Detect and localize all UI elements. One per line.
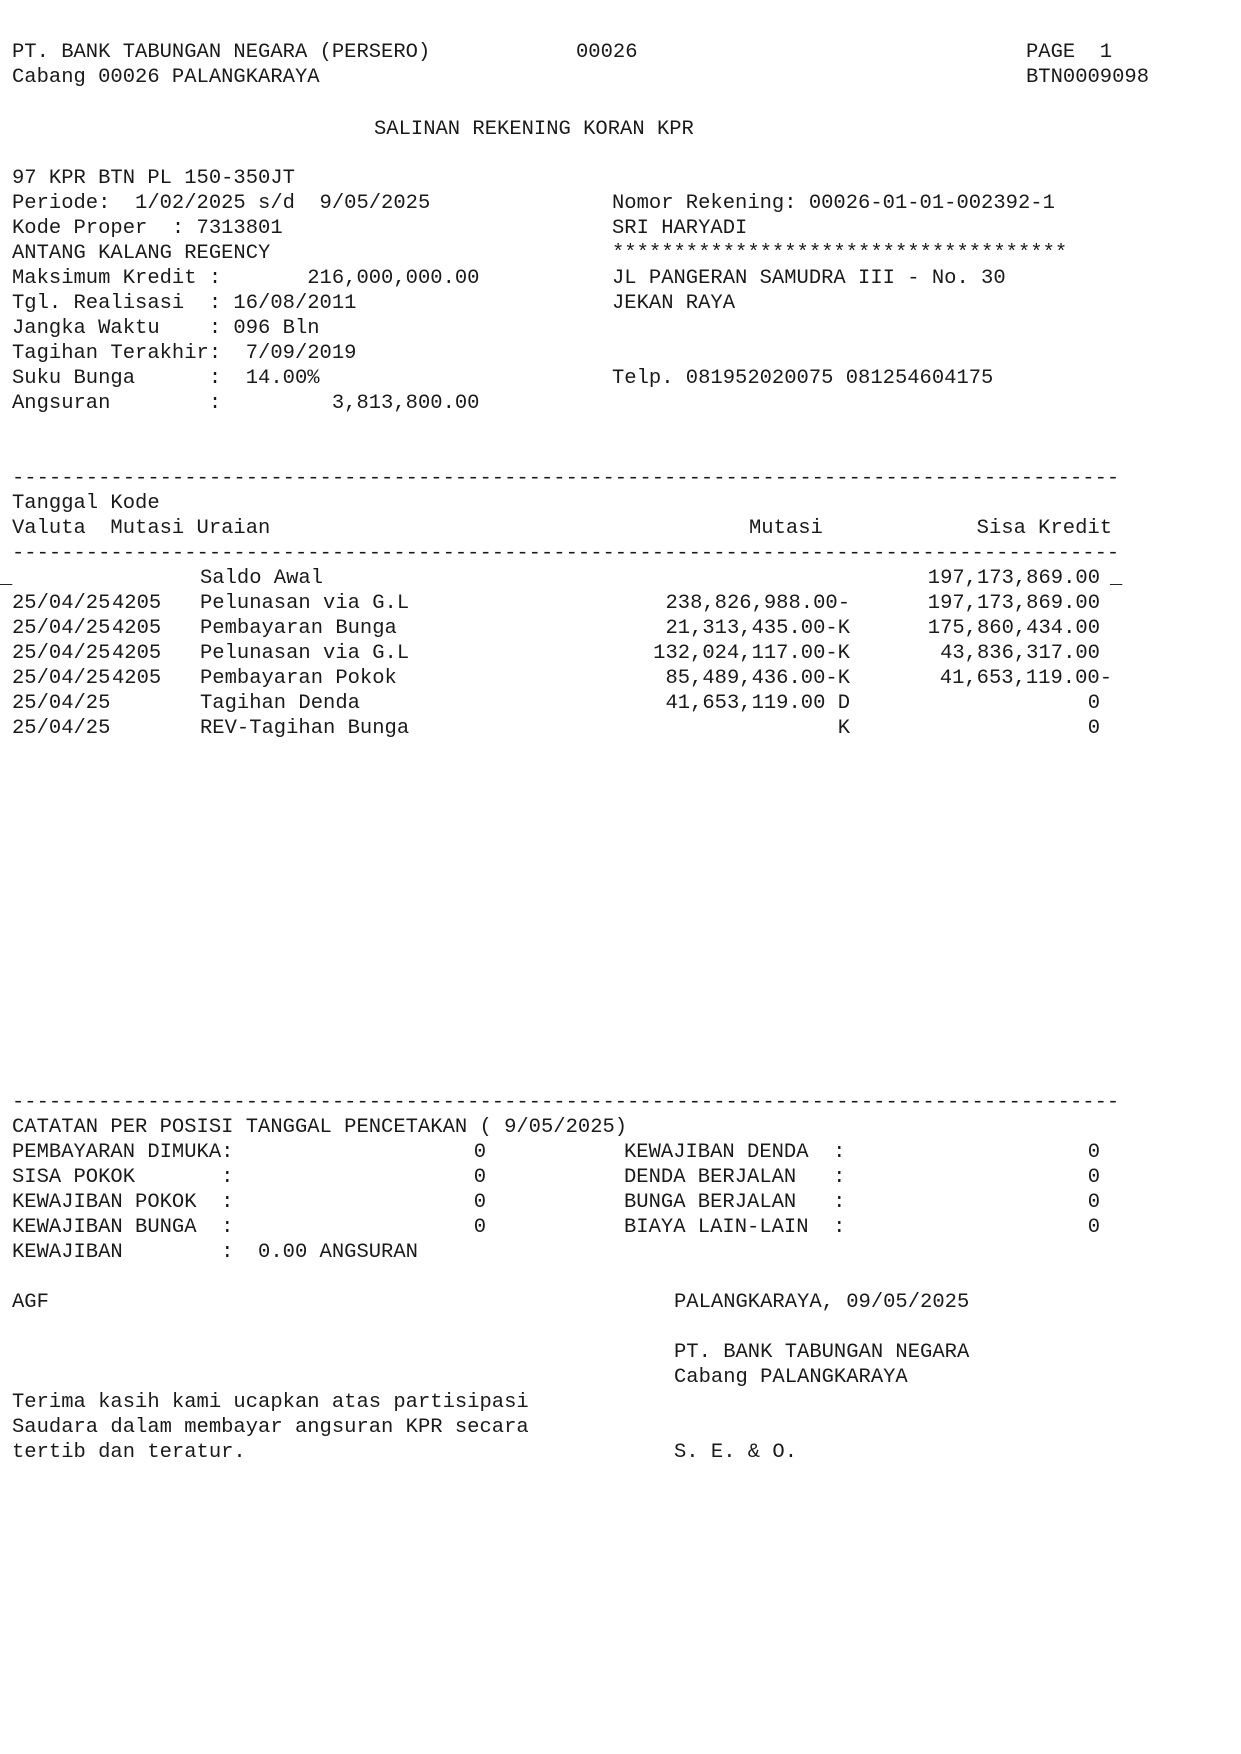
maks-kredit-line: Maksimum Kredit : 216,000,000.00 bbox=[12, 267, 480, 290]
note-label: SISA POKOK : bbox=[12, 1166, 234, 1189]
table-row bbox=[0, 716, 1241, 741]
project-line: ANTANG KALANG REGENCY bbox=[12, 242, 271, 265]
notes-heading: CATATAN PER POSISI TANGGAL PENCETAKAN ( 9/05/2025) bbox=[12, 1116, 628, 1139]
row-tanggal: 25/04/25 bbox=[12, 692, 111, 715]
branch-line: Cabang 00026 PALANGKARAYA bbox=[12, 66, 320, 89]
row-sisa: 0 bbox=[1087, 692, 1100, 715]
note-value: 0 bbox=[1087, 1166, 1100, 1189]
note-value: 0 bbox=[473, 1191, 486, 1214]
mask-line: ************************************* bbox=[612, 242, 1068, 265]
signatory-bank: PT. BANK TABUNGAN NEGARA bbox=[674, 1341, 970, 1364]
row-sisa: 41,653,119.00- bbox=[939, 667, 1112, 690]
table-row bbox=[0, 566, 1241, 591]
row-mutasi: 41,653,119.00 D bbox=[665, 692, 850, 715]
table-header-1: Tanggal Kode bbox=[12, 492, 160, 515]
thanks-line-1: Terima kasih kami ucapkan atas partisipasi bbox=[12, 1391, 529, 1414]
place-date: PALANGKARAYA, 09/05/2025 bbox=[674, 1291, 970, 1314]
nomor-rekening: Nomor Rekening: 00026-01-01-002392-1 bbox=[612, 192, 1055, 215]
row-uraian: Saldo Awal bbox=[200, 567, 324, 590]
note-label: BUNGA BERJALAN : bbox=[624, 1191, 846, 1214]
margin-mark: _ bbox=[1110, 567, 1123, 590]
note-label: PEMBAYARAN DIMUKA: bbox=[12, 1141, 234, 1164]
page-title: SALINAN REKENING KORAN KPR bbox=[374, 118, 694, 141]
periode-line: Periode: 1/02/2025 s/d 9/05/2025 bbox=[12, 192, 431, 215]
telephone: Telp. 081952020075 081254604175 bbox=[612, 367, 994, 390]
table-row bbox=[0, 641, 1241, 666]
note-value: 0 bbox=[1087, 1141, 1100, 1164]
thanks-line-2: Saudara dalam membayar angsuran KPR secara bbox=[12, 1416, 529, 1439]
kode-proper-line: Kode Proper : 7313801 bbox=[12, 217, 283, 240]
column-mutasi: Mutasi bbox=[749, 517, 823, 540]
table-row bbox=[0, 666, 1241, 691]
row-mutasi: K bbox=[837, 717, 850, 740]
note-value: 0 bbox=[1087, 1191, 1100, 1214]
divider: ------------------------------------------------------------------------------------------ bbox=[12, 467, 1120, 490]
divider: ------------------------------------------------------------------------------------------ bbox=[12, 542, 1120, 565]
note-value: 0 bbox=[473, 1141, 486, 1164]
row-uraian: Pelunasan via G.L bbox=[200, 592, 410, 615]
doc-code: BTN0009098 bbox=[1026, 66, 1150, 89]
address-line-1: JL PANGERAN SAMUDRA III - No. 30 bbox=[612, 267, 1006, 290]
note-value: 0 bbox=[473, 1216, 486, 1239]
row-sisa: 197,173,869.00 bbox=[927, 567, 1100, 590]
row-kode: 4205 bbox=[112, 642, 162, 665]
note-value: 0 bbox=[473, 1166, 486, 1189]
row-uraian: Pembayaran Pokok bbox=[200, 667, 397, 690]
branch-code: 00026 bbox=[576, 41, 638, 64]
row-tanggal: 25/04/25 bbox=[12, 717, 111, 740]
operator-initials: AGF bbox=[12, 1291, 49, 1314]
row-tanggal: 25/04/25 bbox=[12, 667, 111, 690]
row-tanggal: 25/04/25 bbox=[12, 592, 111, 615]
bank-name: PT. BANK TABUNGAN NEGARA (PERSERO) bbox=[12, 41, 431, 64]
thanks-line-3: tertib dan teratur. bbox=[12, 1441, 246, 1464]
note-label: KEWAJIBAN DENDA : bbox=[624, 1141, 846, 1164]
tagihan-terakhir-line: Tagihan Terakhir: 7/09/2019 bbox=[12, 342, 357, 365]
row-kode: 4205 bbox=[112, 592, 162, 615]
suku-bunga-line: Suku Bunga : 14.00% bbox=[12, 367, 320, 390]
account-holder: SRI HARYADI bbox=[612, 217, 748, 240]
page-number: PAGE 1 bbox=[1026, 41, 1113, 64]
address-line-2: JEKAN RAYA bbox=[612, 292, 736, 315]
row-mutasi: 132,024,117.00-K bbox=[653, 642, 850, 665]
margin-mark: _ bbox=[0, 567, 13, 590]
jangka-waktu-line: Jangka Waktu : 096 Bln bbox=[12, 317, 320, 340]
row-sisa: 175,860,434.00 bbox=[927, 617, 1100, 640]
row-uraian: Tagihan Denda bbox=[200, 692, 360, 715]
product-line: 97 KPR BTN PL 150-350JT bbox=[12, 167, 295, 190]
table-row bbox=[0, 591, 1241, 616]
note-label: KEWAJIBAN BUNGA : bbox=[12, 1216, 234, 1239]
signatory-branch: Cabang PALANGKARAYA bbox=[674, 1366, 908, 1389]
table-header-2: Valuta Mutasi Uraian bbox=[12, 517, 271, 540]
divider: ------------------------------------------------------------------------------------------ bbox=[12, 1091, 1120, 1114]
row-uraian: Pembayaran Bunga bbox=[200, 617, 397, 640]
row-mutasi: 238,826,988.00- bbox=[665, 592, 850, 615]
row-sisa: 0 bbox=[1087, 717, 1100, 740]
errors-omissions: S. E. & O. bbox=[674, 1441, 798, 1464]
note-label: DENDA BERJALAN : bbox=[624, 1166, 846, 1189]
note-value: 0 bbox=[1087, 1216, 1100, 1239]
table-row bbox=[0, 691, 1241, 716]
row-kode: 4205 bbox=[112, 667, 162, 690]
row-sisa: 43,836,317.00 bbox=[940, 642, 1100, 665]
row-mutasi: 21,313,435.00-K bbox=[665, 617, 850, 640]
column-sisa-kredit: Sisa Kredit bbox=[976, 517, 1112, 540]
note-label: BIAYA LAIN-LAIN : bbox=[624, 1216, 846, 1239]
table-row bbox=[0, 616, 1241, 641]
row-tanggal: 25/04/25 bbox=[12, 642, 111, 665]
row-uraian: Pelunasan via G.L bbox=[200, 642, 410, 665]
row-kode: 4205 bbox=[112, 617, 162, 640]
angsuran-line: Angsuran : 3,813,800.00 bbox=[12, 392, 480, 415]
tgl-realisasi-line: Tgl. Realisasi : 16/08/2011 bbox=[12, 292, 357, 315]
row-tanggal: 25/04/25 bbox=[12, 617, 111, 640]
kewajiban-line: KEWAJIBAN : 0.00 ANGSURAN bbox=[12, 1241, 418, 1264]
row-uraian: REV-Tagihan Bunga bbox=[200, 717, 410, 740]
row-sisa: 197,173,869.00 bbox=[927, 592, 1100, 615]
row-mutasi: 85,489,436.00-K bbox=[665, 667, 850, 690]
note-label: KEWAJIBAN POKOK : bbox=[12, 1191, 234, 1214]
